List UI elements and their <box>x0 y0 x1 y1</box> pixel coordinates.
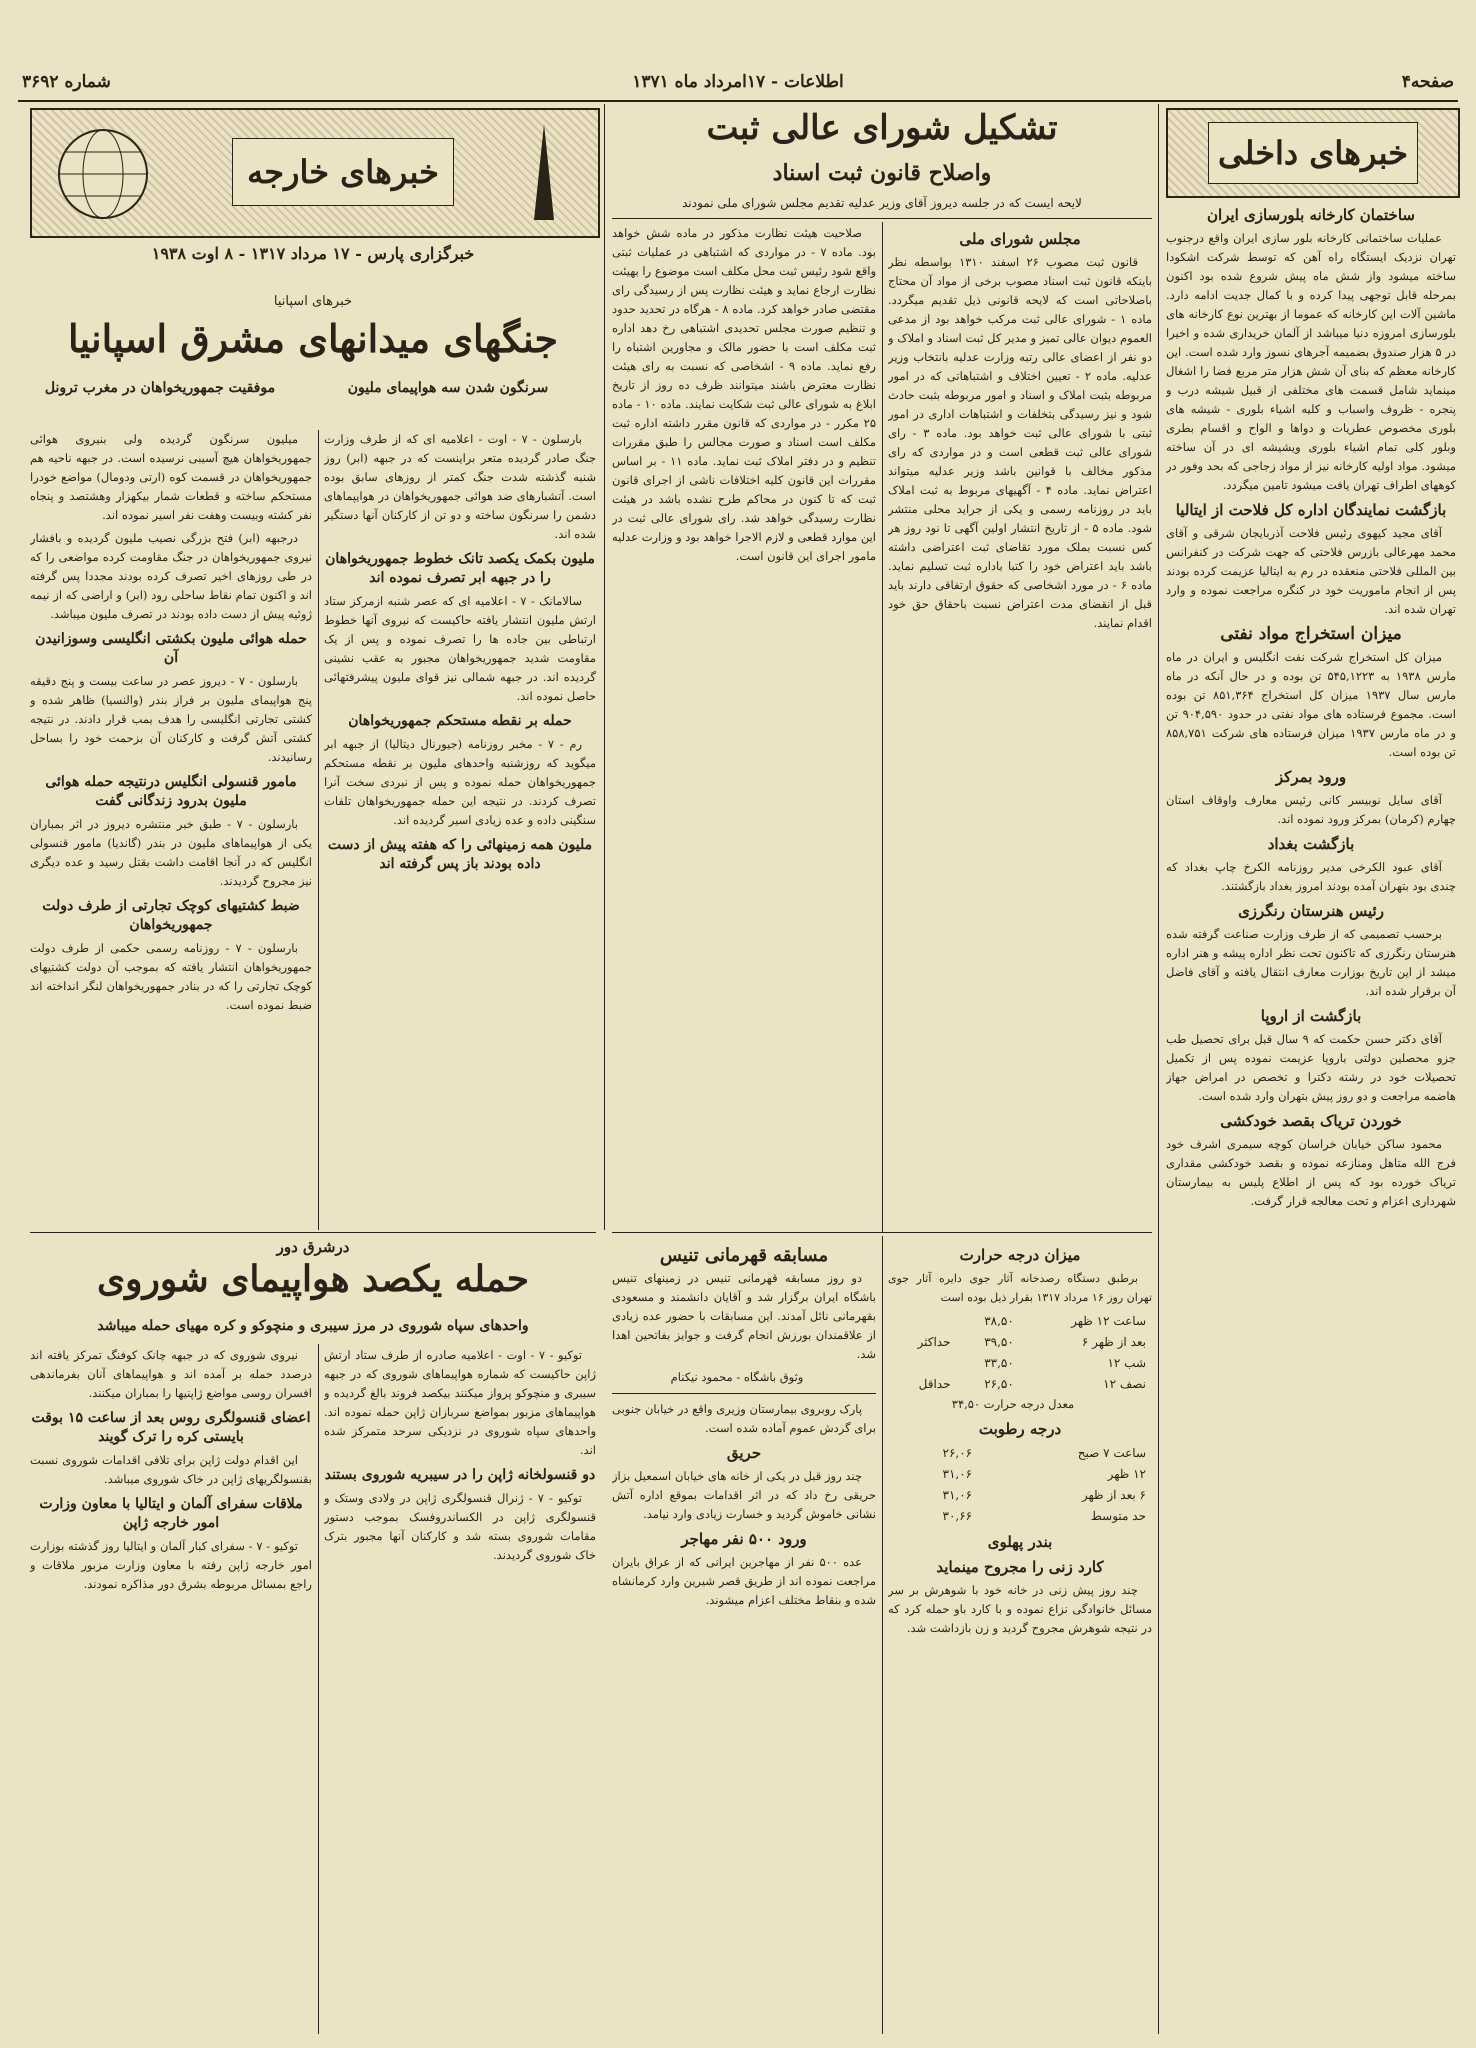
foreign-column-right <box>324 430 596 1230</box>
column-rule <box>1158 104 1159 2034</box>
domestic-banner <box>1166 108 1460 198</box>
domestic-news-column <box>1166 200 1456 2030</box>
foreign-subhead: حمله بر نقطه مستحکم جمهوریخواهان <box>348 713 572 729</box>
registry-column-2 <box>612 224 876 1232</box>
divider <box>612 218 1152 219</box>
temp-extreme: حداکثر <box>917 1335 951 1349</box>
bandar-title: بندر پهلوی <box>987 1533 1053 1551</box>
table-row <box>888 1485 1152 1506</box>
humidity-value: ۳۱,۰۶ <box>942 1467 973 1481</box>
domestic-item-title: بازگشت نمایندگان اداره کل فلاحت از ایتالیا <box>1175 501 1447 519</box>
column-rule <box>318 1344 319 2034</box>
foreign-text: بارسلون - ۷ - طبق خبر منتشره دیروز در اثر بمباران یکی از هواپیماهای ملیون در بندر (گاندیا) مامور قنسولی انگلیس که در آنجا اقامت داشت بقتل رسید و عده دیگری نیز مجروح گردیدند. <box>30 817 312 888</box>
lower-middle-column <box>612 1240 876 2034</box>
humidity-label: ۶ بعد از ظهر <box>1081 1488 1146 1502</box>
fareast-subhead: دو قنسولخانه ژاپن را در سیبریه شوروی بستند <box>324 1467 596 1483</box>
table-row <box>888 1464 1152 1485</box>
fareast-text: توکیو - ۷ - سفرای کبار آلمان و ایتالیا روز گذشته بوزارت امور خارجه ژاپن رفته با معاون وزارت مزبور ملاقات و راجع بمسائل مربوطه بشرق دور مذاکره نمودند. <box>30 1539 312 1591</box>
domestic-item-text: برحسب تصمیمی که از طرف وزارت صناعت گرفته شده هنرستان رنگرزی که تاکنون تحت نظر اداره پیشه و هنر اداره میشد از این تاریخ بوزارت معارف انتقال یافته و آقای فاضل آن برقرار شده اند. <box>1166 927 1456 998</box>
humidity-label: ۱۲ ظهر <box>1107 1467 1146 1481</box>
domestic-item-title: بازگشت از اروپا <box>1260 1007 1362 1025</box>
domestic-item-text: آقای دکتر حسن حکمت که ۹ سال قبل برای تحصیل طب جزو محصلین دولتی باروپا عزیمت نموده پس از تکمیل تحصیلات خود در رشته دکترا و تخصص در امراض جهاز هاضمه مراجعت و دو روز پیش بتهران وارد شده است. <box>1166 1032 1456 1103</box>
registry-text: قانون ثبت مصوب ۲۶ اسفند ۱۳۱۰ بواسطه نظر باینکه قانون ثبت اسناد مصوب برخی از مواد آن محتاج باصلاحاتی است که لایحه قانونی ذیل تقدیم میگردد. ماده ۱ - شورای عالی ثبت مرکب خواهد بود از مدعی العموم دیوان عالی تمیز و مدیر کل ثبت اسناد و املاک و دو نفر از اعضای عالی رتبه وزارت عدلیه بانتخاب وزیر عدلیه. ماده ۲ - تعیین اختلاف و اشتباهاتی که در امور مربوطه بثبت املاک و اسناد و امور مربوطه بثبت حادث شود و نیز رسیدگی بتخلفات و اشتباهات اداری در امور ثبتی با شورای عالی ثبت خواهد بود. ماده ۳ - رای شورای عالی ثبت قطعی است و در مواردی که رای مذکور مخالف با قوانین باشد وزیر عدلیه میتواند اعتراض نماید. ماده ۴ - آگهیهای مربوط به ثبت املاک باید در روزنامه رسمی و یکی از جراید محلی منتشر شود. ماده ۵ - از تاریخ انتشار اولین آگهی تا نود روز هر کس نسبت بملک مورد تقاضای ثبت اعتراضی داشته باشد باید اعتراض خود را کتبا باداره ثبت تسلیم نماید. ماده ۶ - در مورد اشخاصی که حقوق ارتفاقی دارند باید قبل از انقضای مدت اعتراض نسبت باحقاق حق خود اقدام نمایند. <box>888 255 1152 630</box>
humidity-table <box>888 1443 1152 1527</box>
crime-title: کارد زنی را مجروح مینماید <box>936 1558 1104 1576</box>
temp-extreme: حداقل <box>918 1377 951 1391</box>
registry-column-1 <box>888 224 1152 1232</box>
spain-subhead-1: سرنگون شدن سه هواپیمای ملیون <box>347 380 549 396</box>
temp-value: ۳۳,۵۰ <box>984 1356 1014 1370</box>
masthead-date: اطلاعات - ۱۷امرداد ماه ۱۳۷۱ <box>632 72 844 92</box>
temp-label: ساعت ۱۲ ظهر <box>1071 1314 1146 1328</box>
domestic-item-title: میزان استخراج مواد نفتی <box>1220 624 1402 644</box>
domestic-item-title: رئیس هنرستان رنگرزی <box>1238 902 1384 920</box>
foreign-subhead: مامور قنسولی انگلیس درنتیجه حمله هوائی ملیون بدرود زندگانی گفت <box>45 774 297 809</box>
tennis-text: دو روز مسابقه قهرمانی تنیس در زمینهای تنیس باشگاه ایران برگزار شد و آقایان دانشمند و مسعودی بقهرمانی نائل آمدند. این مسابقات با حضور عده زیادی از علاقمندان بورزش انجام گرفت و جوایز بفاتحین اهدا شد. <box>612 1271 876 1361</box>
table-row <box>888 1332 1152 1353</box>
humidity-label: حد متوسط <box>1090 1509 1146 1523</box>
tennis-title: مسابقه قهرمانی تنیس <box>659 1245 829 1266</box>
domestic-item-title: خوردن تریاک بقصد خودکشی <box>1220 1112 1402 1130</box>
fareast-subhead: اعضای قنسولگری روس بعد از ساعت ۱۵ بوقت بایستی کره را ترک گویند <box>31 1410 311 1445</box>
foreign-text: رم - ۷ - مخبر روزنامه (جیورنال دیتالیا) از جبهه ابر میگوید که روزشنبه واحدهای ملیون بر نقطه مستحکم جمهوریخواهان حمله نموده و پس از نبردی سخت آنرا تصرف کردند. در نتیجه این حمله جمهوریخواهان تلفات سنگینی داده و عده زیادی اسیر گردیده اند. <box>324 737 596 827</box>
spain-headline: جنگهای میدانهای مشرق اسپانیا <box>68 316 558 361</box>
temp-value: ۲۶,۵۰ <box>984 1377 1014 1391</box>
registry-intro: لایحه ایست که در جلسه دیروز آقای وزیر عدلیه تقدیم مجلس شورای ملی نمودند <box>682 196 1082 210</box>
fareast-text: نیروی شوروی که در جبهه چانک کوفنگ تمرکز یافته اند درصدد حمله بر آمده اند و هواپیماهای آنان بفرماندهی افسران روسی مواضع ژاپنیها را بمباران میکنند. <box>30 1348 312 1400</box>
foreign-banner <box>30 108 600 238</box>
fareast-column-left <box>30 1346 312 2034</box>
humidity-value: ۳۱,۰۶ <box>942 1488 973 1502</box>
temp-value: ۳۹,۵۰ <box>984 1335 1014 1349</box>
globe-icon <box>48 124 158 224</box>
foreign-text: بارسلون - ۷ - اوت - اعلامیه ای که از طرف وزارت جنگ صادر گردیده متعر براینست که در جبهه (ابر) روز شنبه گذشته شدت جنگ کمتر از روزهای سابق بوده است. آتشبارهای ضد هوائی جمهوریخواهان در هوایپماهای دشمن را سرنگون ساخته و دو تن از کارکنان آنها دستگیر شده اند. <box>324 432 596 541</box>
spain-subhead-2: موفقیت جمهوریخواهان در مغرب ترونل <box>44 380 276 396</box>
column-rule <box>318 430 319 1230</box>
migrants-title: ورود ۵۰۰ نفر مهاجر <box>681 1530 807 1548</box>
header-rule <box>18 100 1458 102</box>
table-row <box>888 1311 1152 1332</box>
weather-column <box>888 1240 1152 2034</box>
temp-average: معدل درجه حرارت ۳۴,۵۰ <box>951 1397 1075 1411</box>
fareast-label: درشرق دور <box>276 1238 350 1256</box>
fareast-headline: حمله یکصد هواپیمای شوروی <box>96 1258 530 1300</box>
column-rule <box>604 104 605 1230</box>
crime-text: چند روز پیش زنی در خانه خود با شوهرش بر سر مسائل خانوادگی نزاع نموده و با کارد باو حمله کرد که در نتیجه شوهرش مجروح گردید و زن بازداشت شد. <box>888 1583 1152 1635</box>
tower-icon <box>514 120 574 226</box>
registry-headline: تشکیل شورای عالی ثبت <box>706 108 1058 148</box>
issue-number: شماره ۳۶۹۲ <box>22 72 111 92</box>
fareast-column-right <box>324 1346 596 2034</box>
table-row <box>888 1506 1152 1527</box>
table-row <box>888 1353 1152 1374</box>
divider <box>30 1232 596 1233</box>
humidity-title: درجه رطوبت <box>978 1420 1062 1438</box>
domestic-item-text: محمود ساکن خیابان خراسان کوچه سیمری اشرف خود فرج الله متاهل ومنازعه نموده و بقصد خودکشی مقداری تریاک خورده بود که پس از اطلاع پلیس به بیمارستان شهرداری اعزام و تحت معالجه قرار گرفت. <box>1166 1137 1456 1208</box>
foreign-dateline: خبرگزاری پارس - ۱۷ مرداد ۱۳۱۷ - ۸ اوت ۱۹۳۸ <box>151 244 475 263</box>
foreign-text: درجبهه (ابر) فتح بزرگی نصیب ملیون گردیده و بافشار نیروی جمهوریخواهان در جنگ مقاومت کرده مواضعی را که در طی روزهای اخیر تصرف کرده بودند مجددا پس گرفته اند و اکنون تمام نقاط ساحلی رود (ابر) و اراضی که از نیمه ژوئیه پیش از دست داده بودند در تصرف ملیون میباشد. <box>30 531 312 621</box>
divider <box>612 1232 1152 1233</box>
tennis-winners: وثوق باشگاه - محمود نیکنام <box>670 1370 804 1384</box>
domestic-item-text: آقای عبود الکرخی مدیر روزنامه الکرخ چاپ بغداد که چندی بود بتهران آمده بودند امروز بغداد بازگشتند. <box>1166 860 1456 893</box>
fareast-subhead: ملاقات سفرای آلمان و ایتالیا با معاون وزارت امور خارجه ژاپن <box>39 1496 303 1531</box>
table-row <box>888 1374 1152 1395</box>
page-number: صفحه۴ <box>1401 72 1454 92</box>
domestic-item-title: ساختمان کارخانه بلورسازی ایران <box>1207 206 1415 224</box>
foreign-subhead: ملیون بکمک یکصد تانک خطوط جمهوریخواهان را در جبهه ابر تصرف نموده اند <box>325 551 595 586</box>
registry-section-title: مجلس شورای ملی <box>959 230 1081 248</box>
foreign-subhead: ملیون همه زمینهائی را که هفته پیش از دست داده بودند باز پس گرفته اند <box>327 837 593 872</box>
foreign-subhead: حمله هوائی ملیون بکشتی انگلیسی وسوزانیدن آن <box>35 631 307 666</box>
fire-text: چند روز قبل در یکی از خانه های خیابان اسمعیل بزاز حریقی رخ داد که در اثر اقدامات بموقع اداره آتش نشانی خاموش گردید و خسارت زیادی وارد نیامد. <box>612 1469 876 1521</box>
domestic-item-title: ورود بمرکز <box>1275 768 1347 786</box>
temp-label: شب ۱۲ <box>1107 1356 1146 1370</box>
registry-text: صلاحیت هیئت نظارت مذکور در ماده شش خواهد بود. ماده ۷ - در مواردی که اشتباهی در عملیات ثبتی واقع شود رئیس ثبت محل مکلف است موضوع را بهیئت نظارت ارجاع نماید و هیئت نظارت پس از رسیدگی رای مقتضی صادر خواهد کرد. ماده ۸ - هرگاه در تحدید حدود و تنظیم صورت مجلس تحدیدی اشتباهی رخ دهد اداره ثبت مکلف است با حضور مالک و مجاورین اشتباه را رفع نماید. ماده ۹ - اشخاصی که نسبت به رای هیئت نظارت معترض باشند میتوانند ظرف ده روز از تاریخ ابلاغ به شورای عالی ثبت شکایت نمایند. ماده ۱۰ - ماده ۲۵ مکرر - در مواردی که قانون مقرر داشته اداره ثبت مکلف است اسناد و صورت مجالس را طبق مقررات تنظیم و در دفتر املاک ثبت نماید. ماده ۱۱ - بر اساس مقررات این قانون کلیه اختلافات ناشی از اجرای قانون ثبت که تا کنون در محاکم طرح نشده باشد در هیئت نظارت رسیدگی خواهد شد. رای شورای عالی ثبت در این موارد قطعی و لازم الاجرا خواهد بود و وزارت عدلیه مامور اجرای این قانون است. <box>612 226 876 563</box>
fareast-text: توکیو - ۷ - ژنرال قنسولگری ژاپن در ولادی وستک و قنسولگری ژاپن در الکساندروفسک بموجب دستور مقامات شوروی بسته شد و کارکنان آنها مجبور بترک خاک شوروی گردیدند. <box>324 1491 596 1562</box>
foreign-column-left <box>30 430 312 1230</box>
migrants-text: عده ۵۰۰ نفر از مهاجرین ایرانی که از عراق بایران مراجعت نموده اند از طریق قصر شیرین وارد کرمانشاه شده و بنقاط مختلف اعزام میشوند. <box>612 1555 876 1607</box>
domestic-item-title: بازگشت بغداد <box>1267 835 1355 853</box>
foreign-text: بارسلون - ۷ - دیروز عصر در ساعت بیست و پنج دقیقه پنج هواپیمای ملیون بر فراز بندر (والنسیا) ظاهر شده و کشتی تجارتی انگلیسی را هدف بمب قرار دادند. در نتیجه کشتی آتش گرفت و کارکنان آن بزحمت خود را بساحل رسانیدند. <box>30 674 312 764</box>
domestic-item-text: آقای سایل نوبیسر کانی رئیس معارف واوقاف استان چهارم (کرمان) بمرکز ورود نموده اند. <box>1166 793 1456 826</box>
fire-title: حریق <box>726 1444 762 1462</box>
humidity-value: ۳۰,۶۶ <box>942 1509 973 1523</box>
divider <box>612 1393 876 1394</box>
foreign-text: سالامانک - ۷ - اعلامیه ای که عصر شنبه ازمرکز ستاد ارتش ملیون انتشار یافته حاکیست که نیروی آنها خطوط ارتباطی بین جاده ها را تصرف نموده و پس از یک مقاومت شدید جمهوریخواهان مجبور به عقب نشینی گردیده اند. در جبهه شمالی نیز قوای ملیون پیشرفتهائی حاصل نموده اند. <box>324 594 596 703</box>
weather-intro: برطبق دستگاه رصدخانه آثار جوی دایره آثار جوی تهران روز ۱۶ مرداد ۱۳۱۷ بقرار ذیل بوده است <box>888 1272 1152 1304</box>
foreign-text: بارسلون - ۷ - روزنامه رسمی حکمی از طرف دولت جمهوریخواهان انتشار یافته که بموجب آن دولت کشتیهای کوچک تجارتی را که در بنادر جمهوریخواهان لنگر انداخته اند ضبط نموده است. <box>30 941 312 1012</box>
foreign-subhead: ضبط کشتیهای کوچک تجارتی از طرف دولت جمهوریخواهان <box>42 898 300 933</box>
foreign-banner-title: خبرهای خارجه <box>232 138 454 206</box>
temp-label: نصف ۱۲ <box>1103 1377 1146 1391</box>
fareast-text: توکیو - ۷ - اوت - اعلامیه صادره از طرف ستاد ارتش ژاپن حاکیست که شماره هواپیماهای شوروی که در جبهه سیبری و منچوکو پرواز میکنند بیکصد فروند بالغ گردیده و هواپیماهای مزبور بمواضع سربازان ژاپن حمله نموده اند. واحدهای سپاه شوروی در نزدیکی سرحد متمرکز شده اند. <box>324 1348 596 1457</box>
domestic-item-text: عملیات ساختمانی کارخانه بلور سازی ایران واقع درجنوب تهران نزدیک ایستگاه راه آهن که توسط شرکت اشکودا ساخته میشود واز شش ماه پیش شروع شده بود اکنون بمرحله قابل توجهی پیدا کرده و با کمال جدیت ادامه دارد. ماشین آلات این کارخانه که عموما از بهترین نوع کارخانه های بلورسازی امروزه دنیا میباشد از آلمان خریداری شده و اخیرا در ۵ هزار صندوق بضمیمه آجرهای نسوز وارد شده است. این کارخانه معظم که بنای آن شش هزار متر مربع فضا را اشغال مینماید شامل قسمت های مختلفی از قبیل شیشه درب و پنجره - ظروف واسباب و کلیه اشیاء بلوری - شیشه های بلوری مخصوص عطریات و دواها و الواح و اقسام بطری وبلور کلی تمام اشیاء بلوری ویشیشه ای در آن ساخته میشود. مواد اولیه کارخانه نیز از مواد زجاجی که بحد وفور در کوههای اطراف تهران یافت میشود تامین میگردد. <box>1166 231 1456 492</box>
registry-subheadline: واصلاح قانون ثبت اسناد <box>772 160 992 186</box>
humidity-label: ساعت ۷ صبح <box>1077 1446 1146 1460</box>
humidity-value: ۲۶,۰۶ <box>942 1446 973 1460</box>
foreign-section: خبرهای اسپانیا <box>273 294 353 309</box>
table-row <box>888 1443 1152 1464</box>
weather-title: میزان درجه حرارت <box>959 1246 1081 1264</box>
temp-value: ۳۸,۵۰ <box>984 1314 1014 1328</box>
foreign-text: میلیون سرنگون گردیده ولی بنیروی هوائی جمهوریخواهان هیچ آسیبی نرسیده است. در جبهه ناحیه هم جمهوریخواهان در قسمت کوه (ارتی ودومال) مواضع خودرا مستحکم ساخته و قطعات شمار بیکهزار وهشتصد و پنجاه نفر کشته وبیست وهفت نفر اسیر نموده اند. <box>30 432 312 522</box>
domestic-banner-title: خبرهای داخلی <box>1208 122 1418 184</box>
temperature-table <box>888 1311 1152 1395</box>
fareast-subhead: واحدهای سپاه شوروی در مرز سیبری و منچوکو و کره مهیای حمله میباشد <box>97 1318 529 1334</box>
park-text: پارک روبروی بیمارستان وزیری واقع در خیابان جنوبی برای گردش عموم آماده شده است. <box>612 1402 876 1435</box>
temp-label: بعد از ظهر ۶ <box>1081 1335 1146 1349</box>
fareast-text: این اقدام دولت ژاپن برای تلافی اقدامات شوروی نسبت بقنسولگریهای ژاپن در خاک شوروی میباشد. <box>30 1453 312 1486</box>
domestic-item-text: آقای مجید کیهوی رئیس فلاحت آذربایجان شرقی و آقای محمد مهرعالی بازرس فلاحتی که جهت شرکت در کنفرانس بین المللی فلاحتی منعقده در رم به ایتالیا عزیمت کرده بودند پس از انجام ماموریت خود در کنگره مراجعت نموده و وارد تهران شده اند. <box>1166 526 1456 616</box>
domestic-item-text: میزان کل استخراج شرکت نفت انگلیس و ایران در ماه مارس ۱۹۳۸ به ۵۴۵,۱۲۲۳ تن بوده و در حال آنکه در ماه مارس سال ۱۹۳۷ میزان کل استخراج ۸۵۱,۳۶۴ تن بوده است. مجموع فرستاده های مواد نفتی در حدود ۹۰۴,۵۹۰ تن و در ماه مارس ۱۹۳۷ میزان فرستاده های شرکت ۸۵۸,۷۵۱ تن بوده است. <box>1166 650 1456 759</box>
column-rule <box>882 222 883 1232</box>
column-rule <box>882 1236 883 2034</box>
